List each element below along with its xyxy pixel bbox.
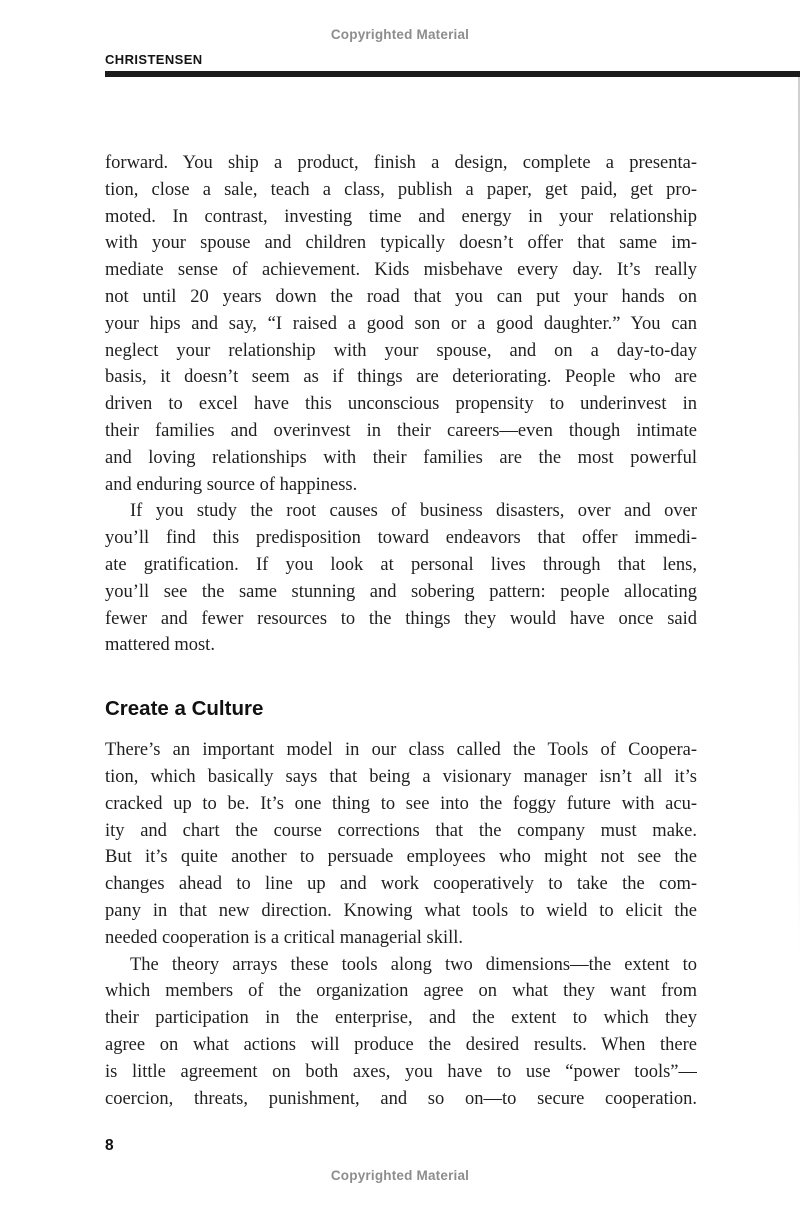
text-line: basis, it doesn’t seem as if things are deteriorating. People who are [105, 367, 697, 388]
article-body [105, 150, 697, 1112]
text-line: tion, which basically says that being a visionary manager isn’t all it’s [105, 766, 697, 787]
text-line: you’ll see the same stunning and sobering pattern: people allocating [105, 581, 697, 602]
text-line: pany in that new direction. Knowing what tools to wield to elicit the [105, 900, 697, 921]
running-header: CHRISTENSEN [105, 52, 203, 67]
text-line: fewer and fewer resources to the things they would have once said [105, 608, 697, 629]
text-line: forward. You ship a product, finish a design, complete a presenta- [105, 153, 697, 173]
text-line: There’s an important model in our class called the Tools of Coopera- [105, 740, 697, 761]
section-heading: Create a Culture [105, 697, 264, 721]
text-line: and enduring source of happiness. [105, 474, 358, 495]
paragraph [105, 498, 697, 659]
text-line: is little agreement on both axes, you have to use “power tools”— [105, 1061, 697, 1082]
text-line: your hips and say, “I raised a good son or a good daughter.” You can [105, 313, 697, 334]
text-line: The theory arrays these tools along two dimensions—the extent to [130, 954, 697, 975]
text-line: mattered most. [105, 635, 215, 656]
text-line: changes ahead to line up and work cooperatively to take the com- [105, 874, 697, 895]
text-line: ate gratification. If you look at personal lives through that lens, [105, 554, 697, 575]
text-line: agree on what actions will produce the desired results. When there [105, 1034, 697, 1055]
paragraph [105, 150, 697, 498]
text-line: cracked up to be. It’s one thing to see into the foggy future with acu- [105, 793, 697, 814]
text-line: with your spouse and children typically doesn’t offer that same im- [105, 233, 697, 254]
paragraph [105, 737, 697, 951]
text-line: which members of the organization agree on what they want from [105, 981, 697, 1002]
copyright-notice-bottom: Copyrighted Material [330, 1168, 470, 1183]
text-line: coercion, threats, punishment, and so on—to secure cooperation. [105, 1088, 697, 1109]
header-rule [105, 71, 800, 77]
text-line: their participation in the enterprise, and the extent to which they [105, 1008, 697, 1029]
text-line: mediate sense of achievement. Kids misbehave every day. It’s really [105, 260, 697, 281]
page-number: 8 [105, 1137, 114, 1154]
text-line: tion, close a sale, teach a class, publish a paper, get paid, get pro- [105, 179, 697, 200]
text-line: needed cooperation is a critical managerial skill. [105, 927, 464, 948]
text-line: their families and overinvest in their careers—even though intimate [105, 420, 697, 441]
copyright-notice-top: Copyrighted Material [330, 27, 470, 42]
text-line: ity and chart the course corrections that the company must make. [105, 820, 697, 841]
text-line: driven to excel have this unconscious propensity to underinvest in [105, 394, 697, 415]
paragraph [105, 952, 697, 1113]
text-line: If you study the root causes of business disasters, over and over [130, 501, 697, 522]
text-line: But it’s quite another to persuade employees who might not see the [105, 847, 697, 868]
text-line: moted. In contrast, investing time and energy in your relationship [105, 206, 697, 227]
text-line: you’ll find this predisposition toward endeavors that offer immedi- [105, 528, 697, 549]
text-line: neglect your relationship with your spouse, and on a day-to-day [105, 340, 697, 361]
text-line: and loving relationships with their families are the most powerful [105, 447, 697, 468]
text-line: not until 20 years down the road that you can put your hands on [105, 286, 697, 307]
